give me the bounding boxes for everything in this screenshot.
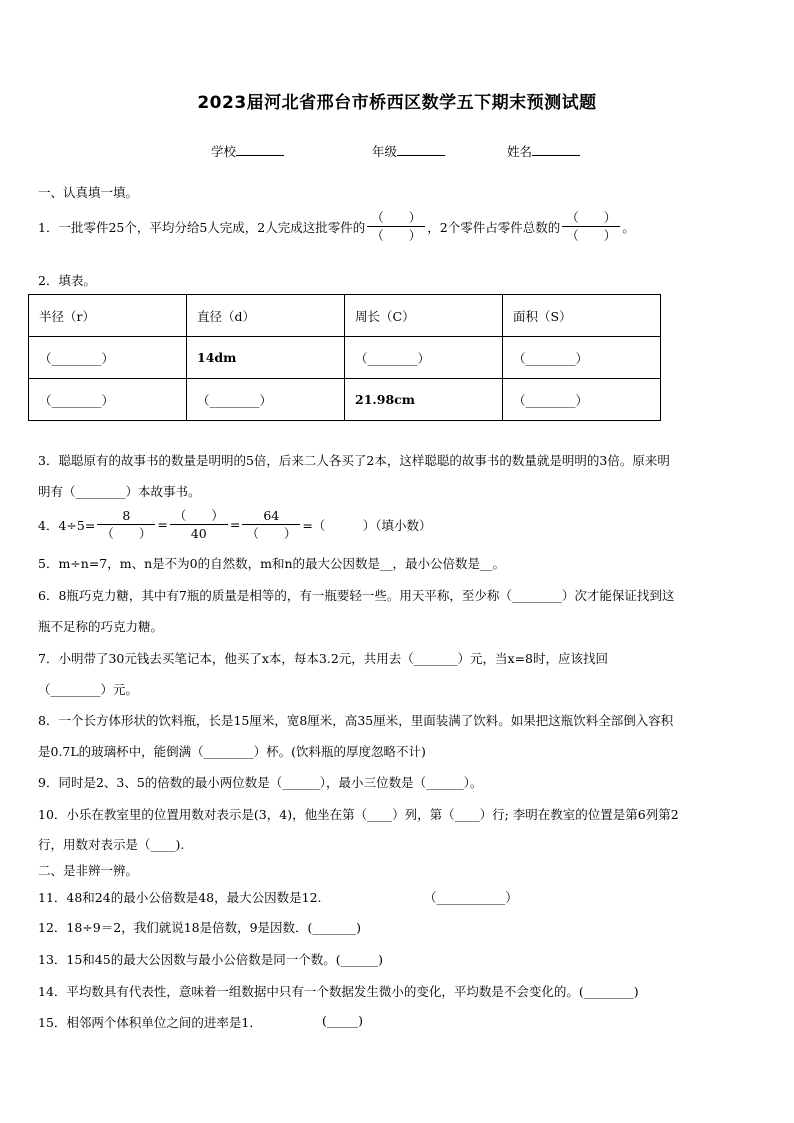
question-5[interactable]: 5．m÷n=7，m、n是不为0的自然数，m和n的最大公因数是__，最小公倍数是__。 xyxy=(38,556,506,571)
header-diameter: 直径（d） xyxy=(187,295,345,337)
section-2-heading: 二、是非辨一辨。 xyxy=(38,863,139,878)
q1-frac2-numerator[interactable]: （ ） xyxy=(566,210,617,225)
q4-f1-numerator: 8 xyxy=(122,508,131,523)
header-area: 面积（S） xyxy=(503,295,661,337)
table-header-row xyxy=(29,295,661,337)
question-13[interactable]: 13．15和45的最大公因数与最小公倍数是同一个数。(______) xyxy=(38,952,383,967)
q1-frac1-numerator[interactable]: （ ） xyxy=(371,210,422,225)
q4-f1-denominator[interactable]: （ ） xyxy=(101,526,152,541)
question-1 xyxy=(38,209,635,244)
table-cell-blank[interactable]: （________） xyxy=(29,379,187,421)
q3-line-2[interactable]: 明有（________）本故事书。 xyxy=(38,484,201,499)
q4-f2-denominator: 40 xyxy=(190,526,207,541)
q10-line-1[interactable]: 10．小乐在教室里的位置用数对表示是(3，4)，他坐在第（____）列，第（____）行; 李明在教室的位置是第6列第2 xyxy=(38,807,679,822)
q1-frac2-denominator[interactable]: （ ） xyxy=(566,228,617,243)
q11-answer-blank[interactable]: （___________） xyxy=(424,890,518,905)
school-label: 学校 xyxy=(211,144,237,159)
q4-f3-numerator: 64 xyxy=(263,508,280,523)
q4-fraction-3[interactable] xyxy=(242,507,300,542)
q4-equals-2: = xyxy=(229,517,241,532)
q10-line-2[interactable]: 行，用数对表示是（____). xyxy=(38,837,185,852)
q1-fraction-2[interactable] xyxy=(562,209,620,244)
question-12[interactable]: 12．18÷9＝2，我们就说18是倍数，9是因数．(_______) xyxy=(38,920,362,935)
table-cell-blank[interactable]: （________） xyxy=(345,337,503,379)
fill-table xyxy=(28,294,661,421)
q6-line-2: 瓶不足称的巧克力糖。 xyxy=(38,619,164,634)
q1-fraction-1[interactable] xyxy=(367,209,425,244)
table-cell-blank[interactable]: （________） xyxy=(29,337,187,379)
grade-label: 年级 xyxy=(372,144,398,159)
q4-fraction-2[interactable] xyxy=(170,507,228,542)
grade-field[interactable] xyxy=(372,142,445,160)
q7-line-1[interactable]: 7．小明带了30元钱去买笔记本，他买了x本，每本3.2元，共用去（_______）元，当x=8时，应该找回 xyxy=(38,651,609,666)
q3-line-1: 3．聪聪原有的故事书的数量是明明的5倍，后来二人各买了2本，这样聪聪的故事书的数量就是明明的3倍。原来明 xyxy=(38,453,670,468)
table-row xyxy=(29,379,661,421)
q1-post: 。 xyxy=(622,219,635,235)
section-1-heading: 一、认真填一填。 xyxy=(38,185,139,200)
q4-f3-denominator[interactable]: （ ） xyxy=(246,526,297,541)
header-circumference: 周长（C） xyxy=(345,295,503,337)
q15-answer-blank[interactable]: (_____) xyxy=(322,1013,364,1028)
q4-pre: 4．4÷5= xyxy=(38,517,96,533)
table-cell-blank[interactable]: （________） xyxy=(503,379,661,421)
table-row xyxy=(29,337,661,379)
grade-blank[interactable] xyxy=(397,143,445,156)
q1-pre: 1．一批零件25个，平均分给5人完成，2人完成这批零件的 xyxy=(38,219,366,235)
table-cell-diameter-value: 14dm xyxy=(187,337,345,379)
q6-line-1[interactable]: 6．8瓶巧克力糖，其中有7瓶的质量是相等的，有一瓶要轻一些。用天平称，至少称（________）次才能保证找到这 xyxy=(38,588,675,603)
q8-line-1: 8．一个长方体形状的饮料瓶，长是15厘米，宽8厘米，高35厘米，里面装满了饮料。如果把这瓶饮料全部倒入容积 xyxy=(38,713,674,728)
school-blank[interactable] xyxy=(236,143,284,156)
q11-text: 11．48和24的最小公倍数是48，最大公因数是12. xyxy=(38,890,322,905)
name-blank[interactable] xyxy=(532,143,580,156)
name-label: 姓名 xyxy=(507,144,533,159)
table-cell-circumference-value: 21.98cm xyxy=(345,379,503,421)
q4-post[interactable]: =（ ）（填小数） xyxy=(302,517,432,533)
name-field[interactable] xyxy=(507,142,580,160)
q4-fraction-1[interactable] xyxy=(97,507,155,542)
q2-label: 2．填表。 xyxy=(38,273,96,288)
question-14[interactable]: 14．平均数具有代表性，意味着一组数据中只有一个数据发生微小的变化，平均数是不会变化的。(________) xyxy=(38,984,639,999)
q1-mid: ，2个零件占零件总数的 xyxy=(427,219,561,235)
question-4 xyxy=(38,507,432,542)
header-radius: 半径（r） xyxy=(29,295,187,337)
q8-line-2[interactable]: 是0.7L的玻璃杯中，能倒满（________）杯。(饮料瓶的厚度忽略不计) xyxy=(38,744,426,759)
page-title: 2023届河北省邢台市桥西区数学五下期末预测试题 xyxy=(197,93,597,113)
table-cell-blank[interactable]: （________） xyxy=(503,337,661,379)
q1-frac1-denominator[interactable]: （ ） xyxy=(371,228,422,243)
question-9[interactable]: 9．同时是2、3、5的倍数的最小两位数是（______），最小三位数是（______）。 xyxy=(38,775,483,790)
q4-f2-numerator[interactable]: （ ） xyxy=(173,508,224,523)
q7-line-2[interactable]: （________）元。 xyxy=(38,682,139,697)
q15-text: 15．相邻两个体积单位之间的进率是1． xyxy=(38,1015,262,1030)
school-field[interactable] xyxy=(211,142,284,160)
q4-equals-1: = xyxy=(157,517,168,532)
table-cell-blank[interactable]: （________） xyxy=(187,379,345,421)
